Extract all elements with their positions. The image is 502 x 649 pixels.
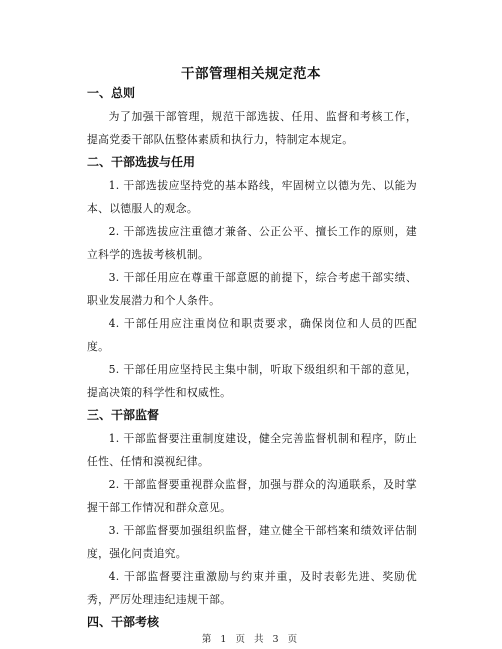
paragraph: 1. 干部监督要注重制度建设，健全完善监督机制和程序，防止任性、任情和漠视纪律。 [87,432,417,468]
paragraph: 5. 干部任用应坚持民主集中制，听取下级组织和干部的意见，提高决策的科学性和权威性。 [87,363,417,399]
paragraph: 2. 干部选拔应注重德才兼备、公正公平、擅长工作的原则，建立科学的选拔考核机制。 [87,225,417,261]
paragraph: 4. 干部任用应注重岗位和职责要求，确保岗位和人员的匹配度。 [87,317,417,353]
paragraph: 3. 干部监督要加强组织监督，建立健全干部档案和绩效评估制度，强化问责追究。 [87,524,417,560]
document-title: 干部管理相关规定范本 [181,66,321,82]
paragraph: 2. 干部监督要重视群众监督，加强与群众的沟通联系，及时掌握干部工作情况和群众意见。 [87,478,417,514]
document-body [87,82,417,634]
paragraph: 3. 干部任用应在尊重干部意愿的前提下，综合考虑干部实绩、职业发展潜力和个人条件。 [87,271,417,307]
section-heading-assessment: 四、干部考核 [87,615,160,629]
paragraph: 4. 干部监督要注重激励与约束并重，及时表彰先进、奖励优秀，严厉处理违纪违规干部。 [87,570,417,606]
section-heading-supervision: 三、干部监督 [87,408,160,422]
section-heading-selection: 二、干部选拔与任用 [87,155,196,169]
section-heading-general: 一、总则 [87,86,136,100]
paragraph: 1. 干部选拔应坚持党的基本路线，牢固树立以德为先、以能为本、以德服人的观念。 [87,179,417,215]
paragraph: 为了加强干部管理，规范干部选拔、任用、监督和考核工作，提高党委干部队伍整体素质和执行力，特制定本规定。 [87,110,417,146]
page-footer: 第 1 页 共 3 页 [201,634,301,645]
